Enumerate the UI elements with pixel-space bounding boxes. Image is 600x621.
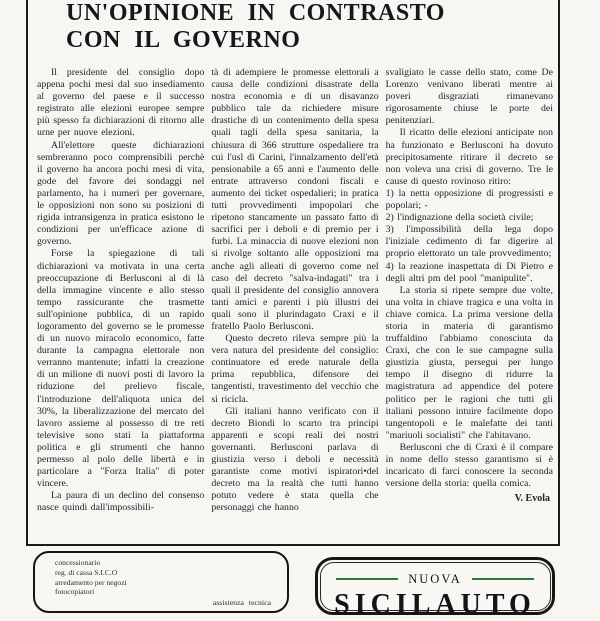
ad-nuova-label: NUOVA xyxy=(408,571,462,586)
article-list-item: 4) la reazione inaspettata di Di Pietro e degli altri pm del pool "manipulite". xyxy=(385,260,553,284)
article-column-1 xyxy=(37,67,204,543)
ad-sico-line: reg. di cassa S.I.C.O xyxy=(55,567,118,577)
article-paragraph: La paura di un declino del consenso nasce quindi dall'impossibili- xyxy=(37,490,205,514)
article-paragraph: All'elettore queste dichiarazioni sembreranno poco comprensibili perchè il governo ha ancora pochi mesi di vita, gode del favore dei sondaggi nel parlamento, ha i numeri per governare, le opposizioni non sono su posizioni di rigida intransigenza in pratica esistono le condizioni per un'efficace azione di governo. xyxy=(37,139,205,248)
ad-sico-line: fotocopiatori xyxy=(55,587,95,597)
ad-sicilauto-name: SICILAUTO xyxy=(334,588,536,620)
article-column-3 xyxy=(386,67,553,543)
article-headline xyxy=(66,0,536,54)
article-list-item: 3) l'impossibilità della lega dopo l'iniziale cedimento di far digerire al proprio elettorato un tale provvedimento; xyxy=(385,224,553,260)
ad-sico-service-text: assistenza tecnica xyxy=(212,598,271,607)
article-paragraph: La storia si ripete sempre due volte, una volta in chiave tragica e una volta in chiave comica. La prima versione della storia in materia di garantismo truffaldino l'abbiamo conosciuta da Craxi, che con le sue campagne sulla giustizia giusta, persegui per lungo tempo il disegno di ridurre la magistratura ad appendice del potere politico per le ragioni che tutti gli italiani possono intuire facilmente dopo tangentopoli e le malefatte dei tanti "mariuoli socialisti" che l'abitavano. xyxy=(385,284,553,441)
decorative-rule-right xyxy=(472,578,534,581)
article-list-item: 1) la netta opposizione di progressisti e popolari; - xyxy=(385,187,553,212)
ad-sicilauto-inner-border xyxy=(320,562,551,620)
ad-sico-line: concessionario xyxy=(55,558,101,567)
ad-sico xyxy=(33,551,289,613)
article-paragraph: Gli italiani hanno verificato con il decreto Biondi lo scarto tra principi apparenti e scopi reali dei nostri governanti. Berlusconi parlava di giustizia verso i deboli e necessità garantiste come motivi ispiratori•del decreto ma la realtà che tutti hanno potuto vedere è stata quella che personaggi che hanno xyxy=(211,405,379,514)
article-paragraph: Forse la spiegazione di tali dichiarazioni va motivata in una certa preoccupazione di Berlusconi al di là della immagine vincente e allo stesso tempo rassicurante che trasmette sull'opinione pubblica, di un rapido logoramento del governo se le promesse di un nuovo miracolo economico, fatte durante la campagna elettorale non verranno mantenute; infatti la creazione di un milione di nuovi posti di lavoro la riduzione del prelievo fiscale, l'introduzione dell'aliquota unica del 30%, la liberalizzazione del mercato del lavoro assieme al possesso di tre reti televisive sono stati la piattaforma politica e gli strumenti che hanno permesso al polo delle libertà e in particolare a "Forza Italia" di poter vincere. xyxy=(37,248,205,490)
article-list-item: 2) l'indignazione della società civile; xyxy=(385,212,534,224)
article-paragraph: Questo decreto rileva sempre più la vera natura del presidente del consiglio: continuatore ed erede naturale della prima repubblica, difensore dei tangentisti, travestimento del vecchio che si ricicla. xyxy=(211,333,379,405)
author-signature: V. Evola xyxy=(514,493,550,505)
decorative-rule-left xyxy=(336,578,398,581)
article-paragraph: Berlusconi che di Craxi è il compare in nome dello stesso garantismo si è incaricato di farci conoscere la seconda versione della storia: quella comica. xyxy=(385,441,553,490)
article-paragraph: Il ricatto delle elezioni anticipate non ha funzionato e Berlusconi ha dovuto precipitosamente ritirare il decreto se non voleva una crisi di governo. Tre le cause di questo rovinoso ritiro: xyxy=(385,127,553,187)
headline-line-1: UN'OPINIONE IN CONTRASTO xyxy=(66,0,445,26)
article-column-2 xyxy=(211,67,378,543)
article-paragraph: svaligiato le casse dello stato, come De Lorenzo venivano liberati mentre ai poveri disgraziati rimanevano rigorosamente chiuse le porte dei penitenziari. xyxy=(385,67,553,127)
article-paragraph: tà di adempiere le promesse elettorali a causa delle condizioni disastrate della nostra economia e di un disavanzo pubblico tale da richiedere misure drastiche di un contenimento della spesa quali tagli della spesa sanitaria, la chiusura di 366 strutture ospedaliere tra cui l'usl di Carini, l'innalzamento dell'età pensionabile a 65 anni e l'aumento delle entrate attraverso condoni fiscali e aumento dei ticket ospedalieri; in pratica tutti provvedimenti impopolari che ripetono stancamente un passato fatto di sacrifici per i deboli e di premio per i furbi. La minaccia di nuove elezioni non si rivolge soltanto alle opposizioni ma anche agli alleati di governo come nel caso del decreto "salva-indagati" tra i quali il presidente del consiglio annovera tanti amici e parenti i più illustri dei quali sono il plurindagato Craxi e il fratello Paolo Berlusconi. xyxy=(211,67,379,332)
ad-sicilauto xyxy=(315,557,555,620)
headline-line-2: CON IL GOVERNO xyxy=(66,27,301,53)
article-columns xyxy=(37,67,553,543)
ad-sico-lines xyxy=(35,553,287,597)
article-paragraph: Il presidente del consiglio dopo appena pochi mesi dal suo insediamento al governo del paese e il successo registrato alle elezioni europee sempre più spesso fa dichiarazioni di ritorno alle urne per nuove elezioni. xyxy=(37,67,205,139)
ad-sico-line: arredamento per negozi xyxy=(55,577,127,587)
ad-sicilauto-header-row xyxy=(321,572,550,587)
